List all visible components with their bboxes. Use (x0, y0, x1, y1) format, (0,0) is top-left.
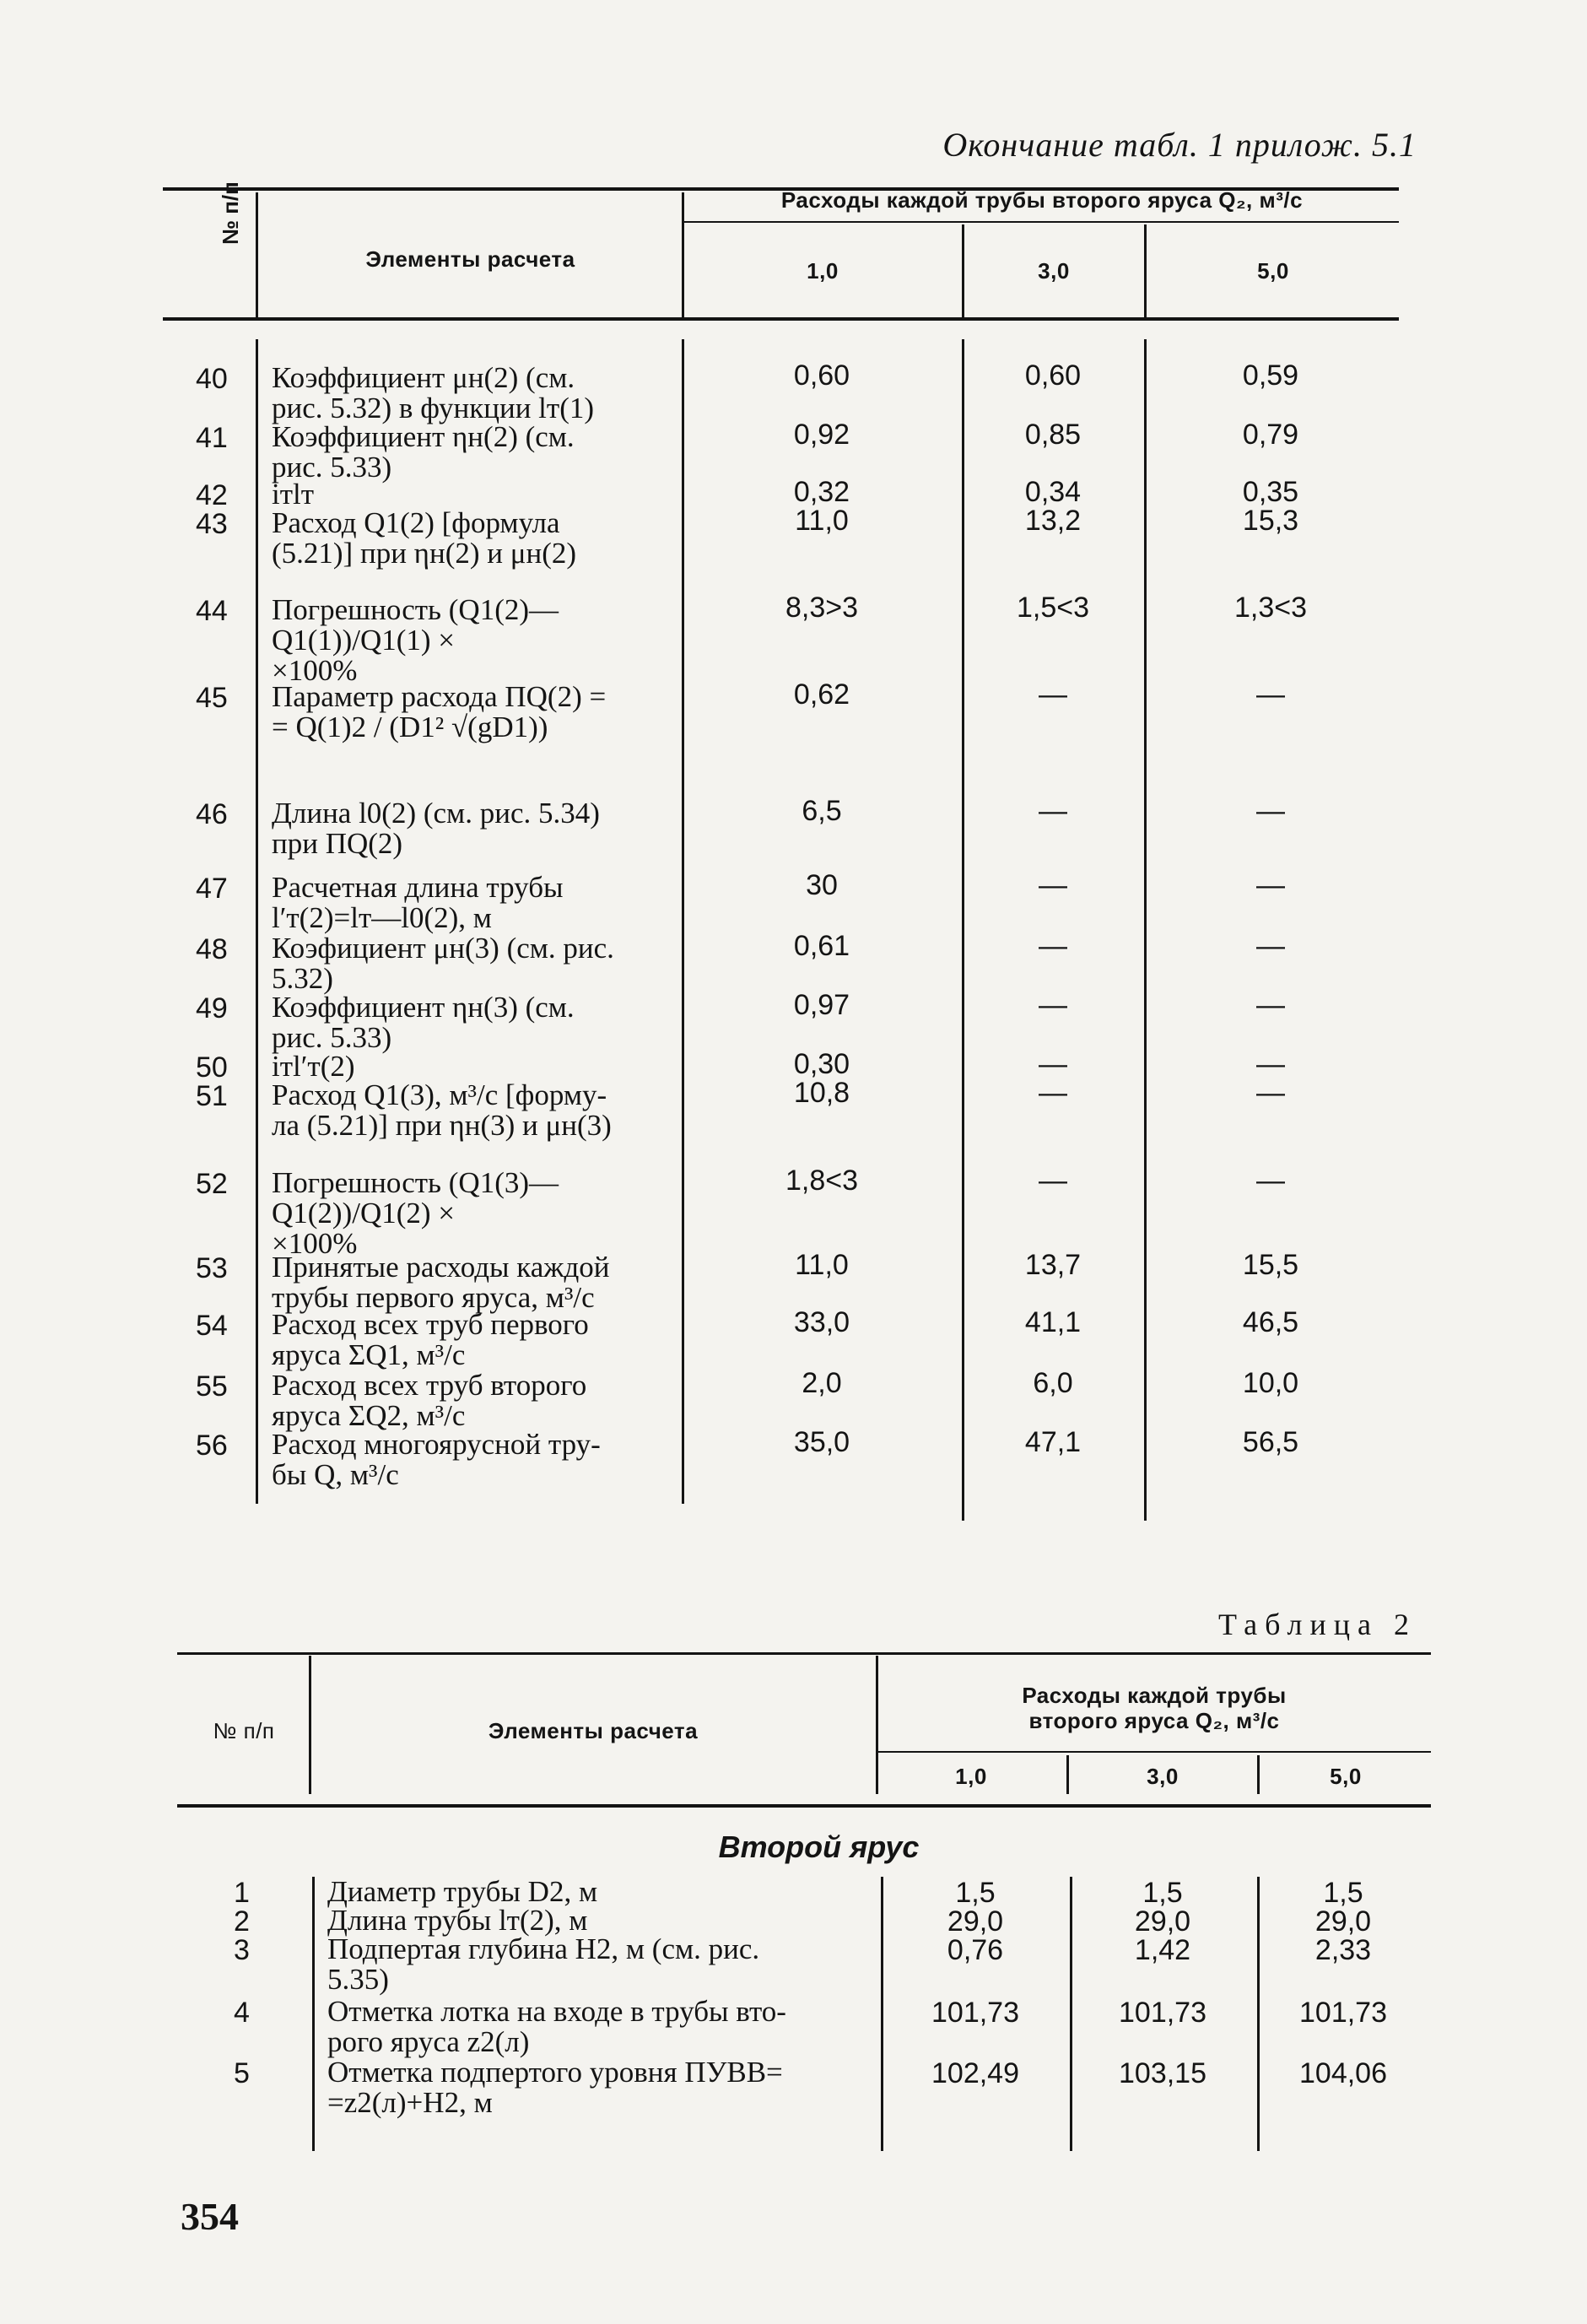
row-description-line: рис. 5.33) (272, 451, 392, 484)
table1-header-elements: Элементы расчета (365, 246, 575, 272)
row-value-col-3: — (1256, 795, 1285, 827)
row-description-line: iтlт (272, 478, 315, 511)
table1-body-divider (682, 339, 684, 1504)
row-value-col-2: 1,5 (1142, 1877, 1183, 1909)
table1-header-num: № п/п (218, 181, 243, 245)
table1-group-rule (682, 221, 1399, 223)
row-description-line: (5.21)] при ηн(2) и μн(2) (272, 537, 577, 570)
row-value-col-3: 46,5 (1242, 1306, 1299, 1338)
row-value-col-2: 103,15 (1119, 2057, 1206, 2089)
row-description-line: Расчетная длина трубы (272, 871, 564, 904)
row-description (327, 1877, 867, 1907)
table1-col-1: 1,0 (807, 258, 839, 284)
row-value-col-2: — (1039, 930, 1067, 962)
row-value-col-2: 101,73 (1119, 1997, 1206, 2029)
row-number: 47 (196, 873, 228, 905)
table2-col-1: 1,0 (955, 1764, 987, 1789)
table2-body-divider (1070, 1877, 1072, 2151)
row-value-col-2: 13,2 (1024, 505, 1082, 537)
row-number: 52 (196, 1168, 228, 1200)
row-description (272, 422, 677, 483)
table2-title: Таблица 2 (1218, 1608, 1417, 1641)
row-description-line: Расход Q1(2) [формула (272, 506, 560, 539)
row-value-col-2: 29,0 (1134, 1905, 1191, 1938)
row-description-line: Отметка подпертого уровня ПУВВ= (327, 2056, 783, 2089)
row-description-line: ×100% (272, 1227, 358, 1260)
row-value-col-2: 0,85 (1024, 419, 1082, 451)
row-value-col-3: 101,73 (1299, 1997, 1387, 2029)
table2-body-divider (312, 1877, 315, 2151)
row-description (327, 1997, 867, 2057)
row-value-col-3: — (1256, 989, 1285, 1021)
table1-col-3: 5,0 (1257, 258, 1289, 284)
table2-header-num: № п/п (213, 1718, 275, 1743)
row-description (272, 1310, 677, 1370)
row-description-line: Диаметр трубы D2, м (327, 1875, 598, 1908)
row-description-line: яруса ΣQ1, м³/с (272, 1338, 466, 1371)
row-description-line: Коэффициент ηн(2) (см. (272, 420, 575, 453)
table2-header-divider (1257, 1755, 1260, 1794)
row-value-col-1: 35,0 (793, 1426, 850, 1458)
row-description-line: бы Q, м³/с (272, 1458, 399, 1491)
row-number: 5 (234, 2057, 250, 2089)
row-value-col-3: 29,0 (1314, 1905, 1372, 1938)
row-description-line: ла (5.21)] при ηн(3) и μн(3) (272, 1109, 612, 1142)
row-number: 1 (234, 1877, 250, 1909)
row-description (272, 1252, 677, 1313)
row-value-col-3: 15,3 (1242, 505, 1299, 537)
row-description (272, 1430, 677, 1490)
row-number: 53 (196, 1252, 228, 1284)
row-value-col-1: 2,0 (802, 1367, 842, 1399)
row-value-col-1: 8,3>3 (785, 592, 859, 624)
row-value-col-3: 1,3<3 (1233, 592, 1308, 624)
row-number: 55 (196, 1370, 228, 1403)
row-value-col-2: 13,7 (1024, 1249, 1082, 1281)
row-description-line: Расход всех труб второго (272, 1369, 587, 1402)
row-description (272, 479, 677, 510)
row-value-col-2: 47,1 (1024, 1426, 1082, 1458)
table1-col-2: 3,0 (1038, 258, 1070, 284)
row-value-col-3: 15,5 (1242, 1249, 1299, 1281)
row-value-col-1: 6,5 (802, 795, 842, 827)
row-description-line: Подпертая глубина H2, м (см. рис. (327, 1932, 760, 1965)
row-description-line: при ПQ(2) (272, 827, 403, 860)
row-value-col-1: 0,32 (793, 476, 850, 508)
row-value-col-1: 1,5 (955, 1877, 996, 1909)
row-value-col-2: — (1039, 678, 1067, 711)
row-value-col-2: — (1039, 1048, 1067, 1080)
row-number: 51 (196, 1080, 228, 1112)
row-value-col-2: 6,0 (1033, 1367, 1073, 1399)
row-number: 43 (196, 508, 228, 540)
row-number: 48 (196, 933, 228, 965)
row-description (272, 508, 677, 569)
row-value-col-1: 102,49 (931, 2057, 1019, 2089)
row-description-line: l′т(2)=lт—l0(2), м (272, 901, 492, 934)
row-value-col-3: 0,35 (1242, 476, 1299, 508)
table1-header-divider (1144, 224, 1147, 317)
row-number: 42 (196, 479, 228, 511)
row-value-col-3: — (1256, 930, 1285, 962)
row-description-line: Параметр расхода ПQ(2) = (272, 680, 607, 713)
table2-header-group-line1: Расходы каждой трубы (1022, 1683, 1287, 1708)
row-number: 4 (234, 1997, 250, 2029)
row-value-col-2: — (1039, 1165, 1067, 1197)
row-value-col-1: 0,61 (793, 930, 850, 962)
row-description-line: Коэфициент μн(3) (см. рис. (272, 932, 614, 965)
row-description (327, 1905, 867, 1936)
table2-body-divider (881, 1877, 883, 2151)
table1-body-divider (1144, 339, 1147, 1521)
row-description (272, 798, 677, 859)
row-value-col-3: — (1256, 869, 1285, 901)
row-description (272, 933, 677, 994)
continuation-caption: Окончание табл. 1 прилож. 5.1 (942, 126, 1417, 164)
row-value-col-3: 2,33 (1314, 1934, 1372, 1966)
table2-col-3: 5,0 (1330, 1764, 1362, 1789)
row-number: 50 (196, 1051, 228, 1084)
row-description (272, 1080, 677, 1141)
row-value-col-1: 0,62 (793, 678, 850, 711)
table2-header-elements: Элементы расчета (488, 1718, 699, 1743)
row-value-col-2: — (1039, 989, 1067, 1021)
row-value-col-2: — (1039, 795, 1067, 827)
row-description-line: Расход многоярусной тру- (272, 1428, 601, 1461)
row-description (272, 992, 677, 1053)
row-number: 45 (196, 682, 228, 714)
row-description-line: Погрешность (Q1(3)—Q1(2))/Q1(2) × (272, 1166, 559, 1230)
row-description (272, 873, 677, 933)
row-value-col-3: 56,5 (1242, 1426, 1299, 1458)
row-number: 56 (196, 1430, 228, 1462)
row-description-line: 5.35) (327, 1963, 389, 1996)
row-number: 40 (196, 363, 228, 395)
row-number: 2 (234, 1905, 250, 1938)
row-description (327, 2057, 867, 2118)
row-number: 3 (234, 1934, 250, 1966)
row-description (272, 1168, 677, 1259)
row-value-col-2: — (1039, 1077, 1067, 1109)
table2-header-divider (1066, 1755, 1069, 1794)
row-description-line: Длина l0(2) (см. рис. 5.34) (272, 797, 600, 830)
row-value-col-1: 30 (806, 869, 838, 901)
row-value-col-1: 1,8<3 (785, 1165, 859, 1197)
row-value-col-3: 0,79 (1242, 419, 1299, 451)
row-description-line: Коэффициент ηн(3) (см. (272, 991, 575, 1024)
row-number: 49 (196, 992, 228, 1024)
row-value-col-1: 33,0 (793, 1306, 850, 1338)
table1-header-divider (962, 224, 964, 317)
row-description (272, 595, 677, 686)
row-description-line: Расход Q1(3), м³/с [форму- (272, 1078, 607, 1111)
row-value-col-1: 0,30 (793, 1048, 850, 1080)
row-value-col-1: 29,0 (947, 1905, 1004, 1938)
row-value-col-1: 0,76 (947, 1934, 1004, 1966)
table2-header-divider (309, 1656, 311, 1794)
table1-header-divider (256, 192, 258, 319)
table2-group-rule (876, 1751, 1431, 1753)
row-description-line: iтl′т(2) (272, 1050, 355, 1083)
table2-section-title: Второй ярус (718, 1829, 920, 1864)
row-value-col-1: 11,0 (795, 505, 849, 537)
table1-header-divider (682, 192, 684, 319)
page-number: 354 (181, 2195, 239, 2238)
table1-body-divider (962, 339, 964, 1521)
row-value-col-2: 1,42 (1134, 1934, 1191, 1966)
row-value-col-2: 41,1 (1024, 1306, 1082, 1338)
row-description-line: 5.32) (272, 962, 333, 995)
row-description (272, 682, 677, 743)
row-description-line: Расход всех труб первого (272, 1308, 589, 1341)
row-value-col-1: 10,8 (793, 1077, 850, 1109)
row-value-col-2: — (1039, 869, 1067, 901)
row-value-col-1: 101,73 (931, 1997, 1019, 2029)
table1-header-group: Расходы каждой трубы второго яруса Q₂, м³/с (780, 187, 1304, 213)
row-description-line: Коэффициент μн(2) (см. (272, 361, 575, 394)
table1-header-bottom-rule (163, 317, 1399, 321)
row-description (272, 1051, 677, 1082)
row-number: 46 (196, 798, 228, 830)
table2-col-2: 3,0 (1147, 1764, 1179, 1789)
row-description-line: Погрешность (Q1(2)—Q1(1))/Q1(1) × (272, 593, 559, 657)
row-value-col-1: 0,97 (793, 989, 850, 1021)
row-value-col-2: 0,60 (1024, 359, 1082, 392)
row-description (327, 1934, 867, 1995)
row-description-line: рис. 5.32) в функции lт(1) (272, 392, 595, 424)
row-value-col-1: 0,60 (793, 359, 850, 392)
row-value-col-3: 104,06 (1299, 2057, 1387, 2089)
row-description-line: =z2(л)+H2, м (327, 2086, 493, 2119)
row-value-col-2: 1,5<3 (1016, 592, 1090, 624)
row-description (272, 363, 677, 424)
row-value-col-3: 10,0 (1242, 1367, 1299, 1399)
row-number: 44 (196, 595, 228, 627)
row-description (272, 1370, 677, 1431)
table2-top-rule (177, 1652, 1431, 1655)
row-value-col-1: 11,0 (795, 1249, 849, 1281)
row-number: 41 (196, 422, 228, 454)
row-value-col-3: — (1256, 1077, 1285, 1109)
table1-body-divider (256, 339, 258, 1504)
table2-header-group-line2: второго яруса Q₂, м³/с (1028, 1708, 1280, 1733)
row-description-line: рого яруса z2(л) (327, 2025, 530, 2058)
row-value-col-2: 0,34 (1024, 476, 1082, 508)
row-description-line: ×100% (272, 654, 358, 687)
row-description-line: рис. 5.33) (272, 1021, 392, 1054)
table2-header-bottom-rule (177, 1804, 1431, 1808)
row-description-line: Отметка лотка на входе в трубы вто- (327, 1995, 786, 2028)
row-value-col-3: 1,5 (1323, 1877, 1363, 1909)
row-description-line: = Q(1)2 / (D1² √(gD1)) (272, 711, 548, 743)
row-description-line: Принятые расходы каждой (272, 1251, 610, 1284)
row-description-line: трубы первого яруса, м³/с (272, 1281, 595, 1314)
row-description-line: яруса ΣQ2, м³/с (272, 1399, 466, 1432)
row-number: 54 (196, 1310, 228, 1342)
row-value-col-3: — (1256, 1165, 1285, 1197)
row-description-line: Длина трубы lт(2), м (327, 1904, 588, 1937)
row-value-col-3: 0,59 (1242, 359, 1299, 392)
row-value-col-1: 0,92 (793, 419, 850, 451)
row-value-col-3: — (1256, 1048, 1285, 1080)
row-value-col-3: — (1256, 678, 1285, 711)
